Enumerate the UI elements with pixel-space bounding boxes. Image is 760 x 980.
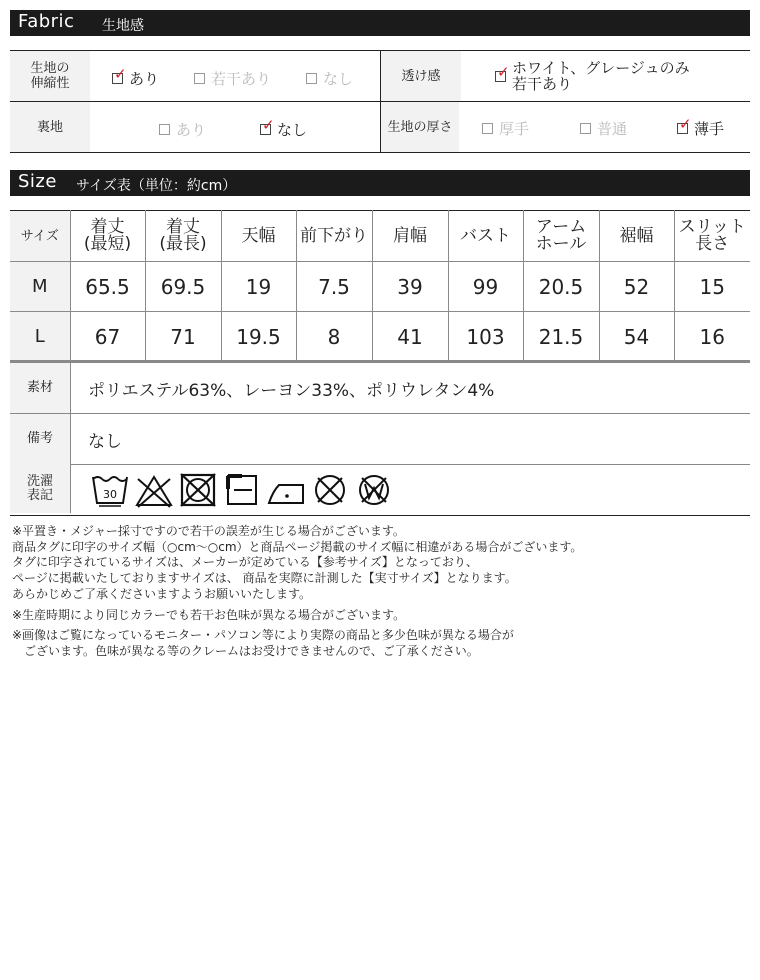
lining-option-yes [159,119,206,140]
size-section-header [10,170,750,196]
size-name: M [10,262,70,312]
wash-temp-text: 30 [103,488,117,501]
stretch-option-slight [194,68,271,89]
iron-low-icon [266,471,306,509]
table-cell: 52 [599,262,674,312]
note-line: あらかじめご了承くださいますようお願いいたします。 [12,586,312,601]
table-cell: 7.5 [296,262,372,312]
size-header-row [10,211,750,262]
lining-option-yes-label: あり [176,121,207,139]
table-cell: 71 [145,312,221,362]
size-title-en: Size [18,171,57,192]
table-cell: 19 [221,262,296,312]
no-dry-clean-icon [310,471,350,509]
no-tumble-dry-icon [178,471,218,509]
no-wet-clean-icon [354,471,394,509]
stretch-option-no [306,68,353,89]
sheer-label: 透け感 [381,51,461,101]
note-line: ※平置き・メジャー採寸ですので若干の誤差が生じる場合がございます。 [12,524,405,538]
table-cell: 8 [296,312,372,362]
table-cell: 20.5 [523,262,599,312]
checkbox-checked-icon: ✓ [114,65,127,83]
table-cell: 15 [674,262,750,312]
column-header: アーム ホール [523,211,599,262]
table-cell: 19.5 [221,312,296,362]
sheer-option-label: ホワイト、グレージュのみ 若干あり [512,59,690,93]
sheer-option [495,60,690,92]
thickness-option-thick [482,118,529,139]
no-bleach-icon [134,471,174,509]
stretch-option-slight-label: 若干あり [211,70,272,88]
remarks-label: 備考 [10,414,71,464]
table-cell: 69.5 [145,262,221,312]
column-header: バスト [448,211,523,262]
table-cell: 39 [372,262,448,312]
thickness-option-thin [677,115,725,139]
fabric-row-1 [10,51,750,101]
checkbox-empty-icon [482,123,493,134]
note-line: 商品タグに印字のサイズ幅（○cm～○cm）と商品ページ掲載のサイズ幅に相違がある場合がございます。 [12,539,583,554]
size-name: L [10,312,70,362]
material-label: 素材 [10,363,71,413]
table-cell: 103 [448,312,523,362]
column-header: スリット 長さ [674,211,750,262]
line-dry-shade-icon [222,471,262,509]
remarks-value: なし [88,431,122,452]
note-line: タグに印字されているサイズは、メーカーが定めている【参考サイズ】となっており、 [12,555,478,570]
fabric-table [10,50,750,153]
column-header: 裾幅 [599,211,674,262]
table-cell: 67 [70,312,145,362]
size-title-jp: サイズ表（単位：約cm） [76,178,237,194]
material-value: ポリエステル63%、レーヨン33%、ポリウレタン4% [88,380,495,401]
stretch-option-yes-label: あり [129,70,160,88]
table-cell: 21.5 [523,312,599,362]
thickness-option-thick-label: 厚手 [499,120,530,138]
fabric-title-en: Fabric [18,11,75,32]
info-table [10,360,750,516]
remarks-row [10,414,750,465]
care-symbols [90,471,394,509]
checkbox-checked-icon: ✓ [497,62,510,81]
table-cell: 16 [674,312,750,362]
note-line: ※生産時期により同じカラーでも若干お色味が異なる場合がございます。 [12,607,406,622]
note-line: ページに掲載いたしておりますサイズは、 商品を実際に計測した【実寸サイズ】となります。 [12,571,517,586]
table-cell: 99 [448,262,523,312]
thickness-label: 生地の厚さ [381,102,459,152]
size-corner-label: サイズ [10,211,70,262]
material-row [10,363,750,414]
fabric-row-2 [10,101,750,152]
notes [12,524,752,660]
table-cell: 54 [599,312,674,362]
washing-label: 洗濯 表記 [10,464,71,513]
note-line: ございます。色味が異なる等のクレームはお受けできませんので、ご了承ください。 [12,643,479,658]
stretch-option-no-label: なし [323,70,354,88]
table-cell: 41 [372,312,448,362]
lining-label: 裏地 [10,102,90,152]
fabric-section-header [10,10,750,36]
wash-30-icon [90,471,130,509]
thickness-option-normal [580,118,627,139]
lining-option-no-label: なし [277,121,308,139]
column-header: 天幅 [221,211,296,262]
checkbox-empty-icon [159,124,170,135]
lining-option-no [260,116,308,140]
column-header: 前下がり [296,211,372,262]
thickness-option-normal-label: 普通 [597,120,628,138]
note-line: ※画像はご覧になっているモニター・パソコン等により実際の商品と多少色味が異なる場合が [12,628,514,643]
checkbox-empty-icon [580,123,591,134]
stretch-label: 生地の 伸縮性 [10,51,90,101]
thickness-option-thin-label: 薄手 [694,120,725,138]
column-header: 肩幅 [372,211,448,262]
fabric-title-jp: 生地感 [102,18,144,34]
checkbox-empty-icon [194,73,205,84]
table-row [10,312,750,362]
checkbox-empty-icon [306,73,317,84]
table-row [10,262,750,312]
column-header: 着丈 (最長) [145,211,221,262]
column-header: 着丈 (最短) [70,211,145,262]
checkbox-checked-icon: ✓ [679,115,692,133]
size-table [10,210,750,362]
washing-row [10,464,750,513]
table-cell: 65.5 [70,262,145,312]
stretch-option-yes [112,65,160,89]
checkbox-checked-icon: ✓ [262,116,275,134]
